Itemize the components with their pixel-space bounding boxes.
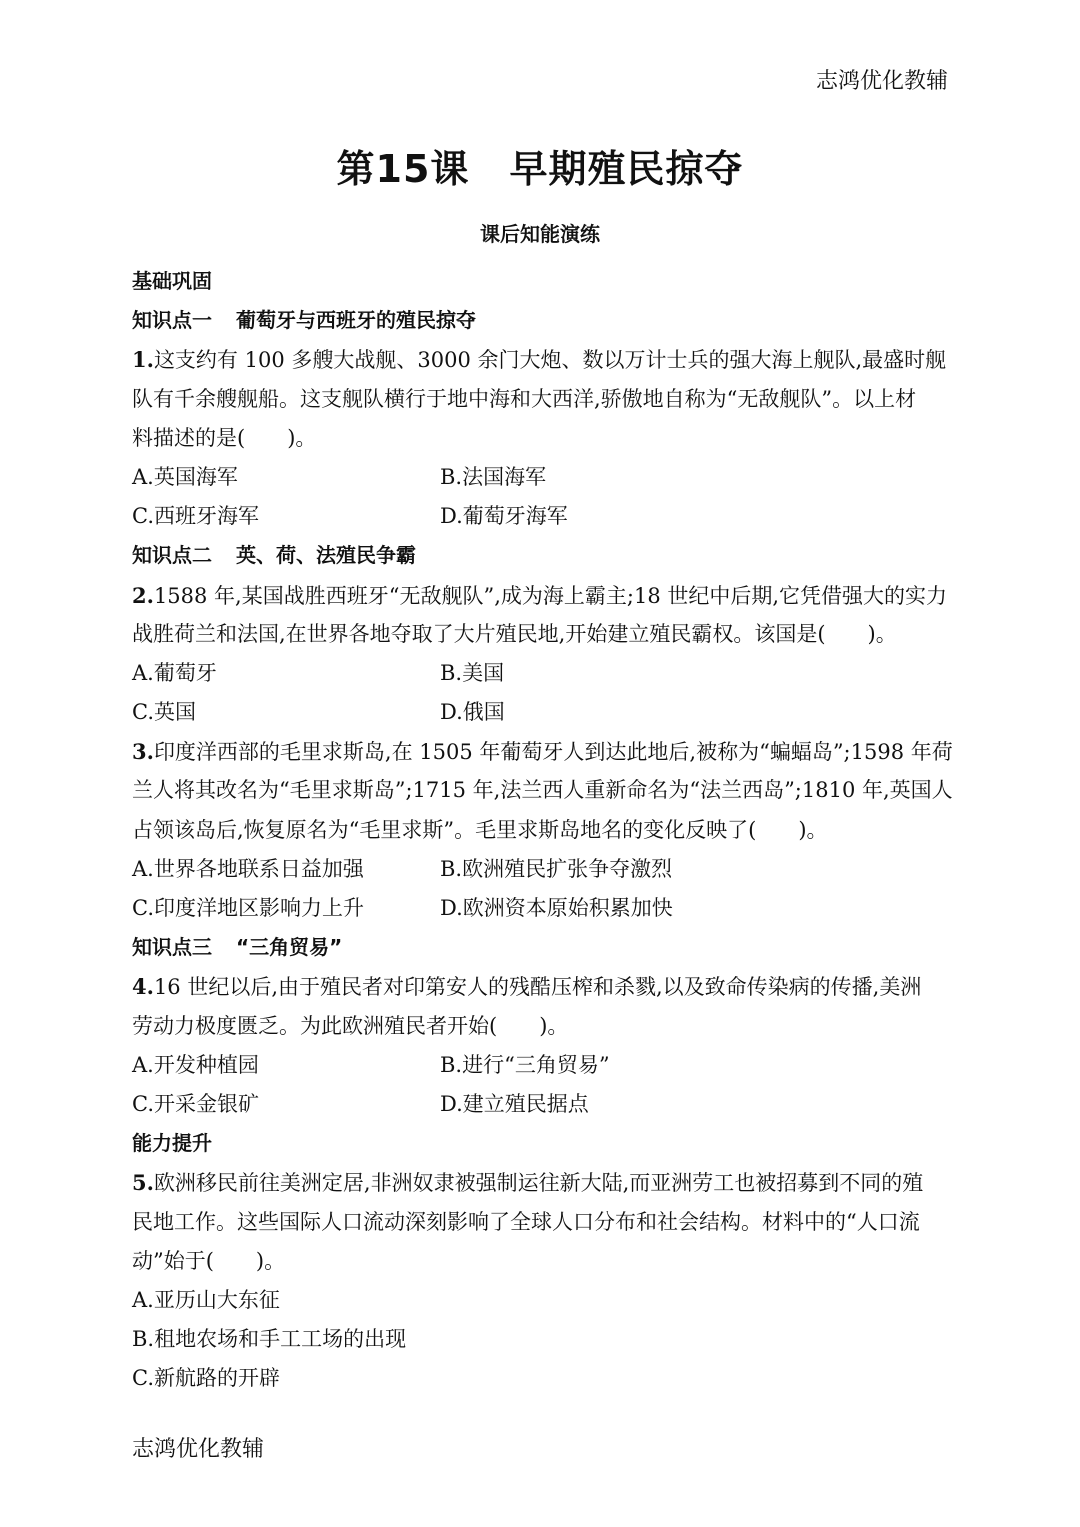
option-row bbox=[132, 693, 952, 732]
question-1 bbox=[132, 340, 952, 536]
header-brand: 志鸿优化教辅 bbox=[815, 69, 948, 94]
question-line: 料描述的是( )。 bbox=[132, 425, 317, 450]
question-line: 5.欧洲移民前往美洲定居,非洲奴隶被强制运往新大陆,而亚洲劳工也被招募到不同的殖 bbox=[132, 1170, 924, 1196]
option-d: D.欧洲资本原始积累加快 bbox=[440, 896, 673, 920]
option-row bbox=[132, 654, 952, 693]
question-4 bbox=[132, 967, 952, 1124]
knowledge-point-heading: 知识点一 葡萄牙与西班牙的殖民掠夺 bbox=[132, 308, 476, 333]
option-b: B.进行“三角贸易” bbox=[440, 1052, 610, 1077]
lesson-name: 早期殖民掠夺 bbox=[509, 147, 744, 191]
question-number: 2. bbox=[132, 582, 154, 608]
question-line: 1.这支约有 100 多艘大战舰、3000 余门大炮、数以万计士兵的强大海上舰队,最盛时舰 bbox=[132, 347, 947, 373]
option-c: C.西班牙海军 bbox=[132, 504, 259, 529]
question-2 bbox=[132, 576, 952, 733]
option-row bbox=[132, 1046, 952, 1085]
lesson-number: 第15课 bbox=[336, 147, 470, 191]
option-row bbox=[132, 850, 952, 889]
question-line: 3.印度洋西部的毛里求斯岛,在 1505 年葡萄牙人到达此地后,被称为“蝙蝠岛”;1598 年荷 bbox=[132, 739, 953, 765]
option-a: A.葡萄牙 bbox=[132, 660, 217, 685]
footer-brand: 志鸿优化教辅 bbox=[132, 1437, 265, 1462]
option-c: C.新航路的开辟 bbox=[132, 1366, 280, 1391]
question-line: 队有千余艘舰船。这支舰队横行于地中海和大西洋,骄傲地自称为“无敌舰队”。以上材 bbox=[132, 386, 917, 411]
question-number: 5. bbox=[132, 1170, 154, 1196]
option-a: A.英国海军 bbox=[132, 464, 238, 489]
question-number: 4. bbox=[132, 974, 154, 1000]
question-line: 占领该岛后,恢复原名为“毛里求斯”。毛里求斯岛地名的变化反映了( )。 bbox=[132, 817, 828, 842]
option-c: C.开采金银矿 bbox=[132, 1091, 259, 1116]
option-b: B.法国海军 bbox=[440, 464, 547, 489]
option-row bbox=[132, 1085, 952, 1124]
question-number: 3. bbox=[132, 739, 154, 765]
question-line: 兰人将其改名为“毛里求斯岛”;1715 年,法兰西人重新命名为“法兰西岛”;1810 年,英国人 bbox=[132, 778, 953, 803]
option-c: C.印度洋地区影响力上升 bbox=[132, 896, 364, 920]
question-line: 民地工作。这些国际人口流动深刻影响了全球人口分布和社会结构。材料中的“人口流 bbox=[132, 1209, 920, 1234]
option-row bbox=[132, 497, 952, 536]
question-line: 2.1588 年,某国战胜西班牙“无敌舰队”,成为海上霸主;18 世纪中后期,它凭借强大的实力 bbox=[132, 582, 948, 608]
section-subtitle: 课后知能演练 bbox=[480, 222, 600, 246]
question-line: 战胜荷兰和法国,在世界各地夺取了大片殖民地,开始建立殖民霸权。该国是( )。 bbox=[132, 621, 897, 646]
option-a: A.亚历山大东征 bbox=[132, 1287, 280, 1312]
question-5 bbox=[132, 1163, 952, 1398]
option-d: D.葡萄牙海军 bbox=[440, 504, 568, 529]
option-b: B.租地农场和手工工场的出现 bbox=[132, 1327, 407, 1352]
question-number: 1. bbox=[132, 347, 154, 373]
option-a: A.世界各地联系日益加强 bbox=[132, 856, 364, 881]
exercise-content bbox=[132, 262, 952, 1398]
question-line: 劳动力极度匮乏。为此欧洲殖民者开始( )。 bbox=[132, 1013, 569, 1038]
option-d: D.建立殖民据点 bbox=[440, 1091, 589, 1116]
option-row bbox=[132, 889, 952, 928]
knowledge-point-heading: 知识点二 英、荷、法殖民争霸 bbox=[132, 543, 416, 568]
question-line: 4.16 世纪以后,由于殖民者对印第安人的残酷压榨和杀戮,以及致命传染病的传播,美洲 bbox=[132, 974, 922, 1000]
option-b: B.欧洲殖民扩张争夺激烈 bbox=[440, 856, 673, 881]
option-row bbox=[132, 458, 952, 497]
option-d: D.俄国 bbox=[440, 700, 505, 725]
question-line: 动”始于( )。 bbox=[132, 1248, 286, 1273]
question-3 bbox=[132, 732, 952, 928]
option-b: B.美国 bbox=[440, 660, 505, 685]
option-c: C.英国 bbox=[132, 700, 196, 725]
section-heading-basic: 基础巩固 bbox=[132, 269, 212, 293]
section-heading-ability: 能力提升 bbox=[132, 1131, 212, 1156]
lesson-title bbox=[0, 138, 1080, 193]
option-a: A.开发种植园 bbox=[132, 1052, 259, 1077]
knowledge-point-heading: 知识点三 “三角贸易” bbox=[132, 935, 343, 960]
